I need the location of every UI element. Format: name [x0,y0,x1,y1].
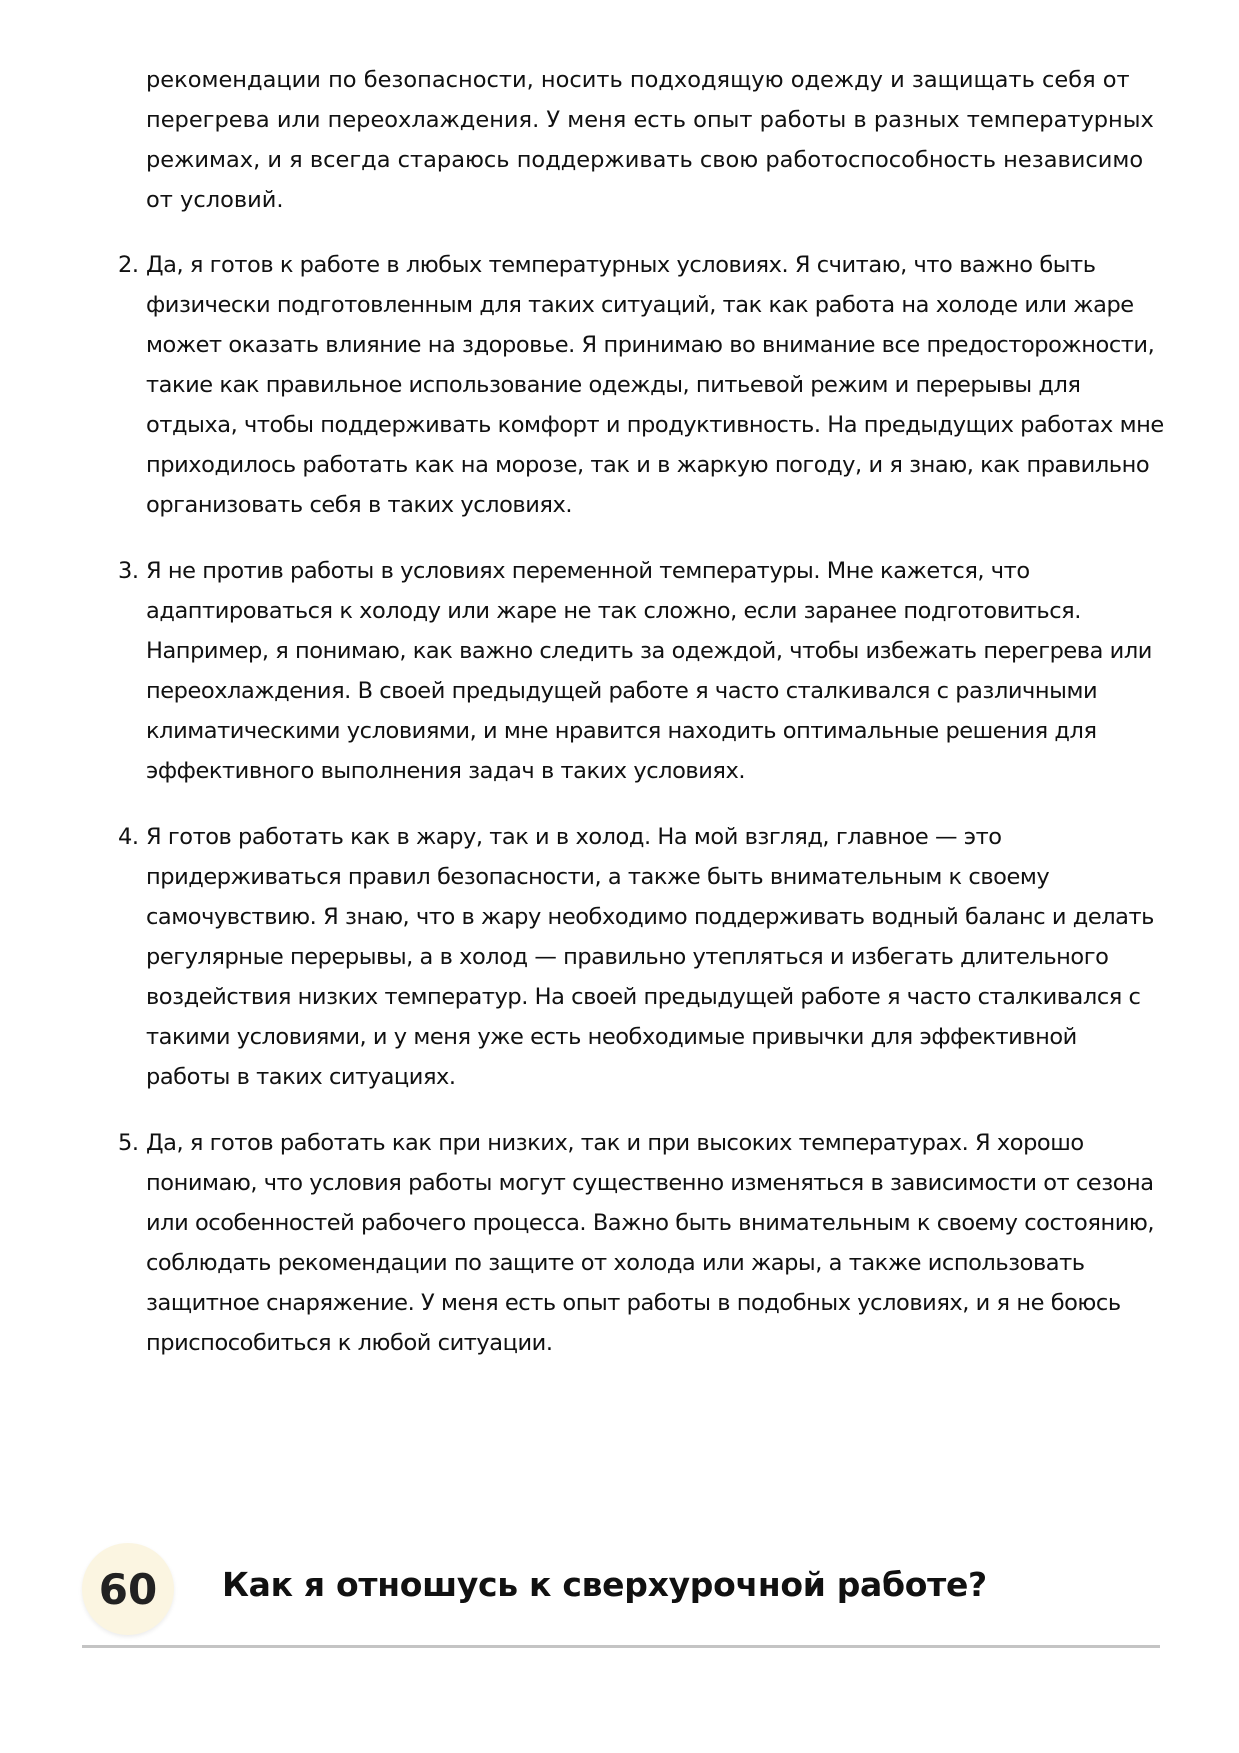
answer-list [118,245,1166,1389]
answer-continuation-text: рекомендации по безопасности, носить подходящую одежду и защищать себя от перегрева или переохлаждения. У меня есть опыт работы в разных температурных режимах, и я всегда стараюсь поддерживать свою работоспособность независимо от условий. [146,67,1154,213]
answer-text: Я не против работы в условиях переменной температуры. Мне кажется, что адаптироваться к холоду или жаре не так сложно, если заранее подготовиться. Например, я понимаю, как важно следить за одеждой, чтобы избежать перегрева или переохлаждения. В своей предыдущей работе я часто сталкивался с различными климатическими условиями, и мне нравится находить оптимальные решения для эффективного выполнения задач в таких условиях. [146,558,1152,784]
answer-text: Я готов работать как в жару, так и в холод. На мой взгляд, главное — это придерживаться правил безопасности, а также быть внимательным к своему самочувствию. Я знаю, что в жару необходимо поддерживать водный баланс и делать регулярные перерывы, а в холод — правильно утепляться и избегать длительного воздействия низких температур. На своей предыдущей работе я часто сталкивался с такими условиями, и у меня уже есть необходимые привычки для эффективной работы в таких ситуациях. [146,824,1154,1090]
answer-number: 5. [118,1130,139,1156]
answer-item-5 [118,1123,1166,1363]
answer-number: 4. [118,824,139,850]
answer-text: Да, я готов работать как при низких, так и при высоких температурах. Я хорошо понимаю, что условия работы могут существенно изменяться в зависимости от сезона или особенностей рабочего процесса. Важно быть внимательным к своему состоянию, соблюдать рекомендации по защите от холода или жары, а также использовать защитное снаряжение. У меня есть опыт работы в подобных условиях, и я не боюсь приспособиться к любой ситуации. [146,1130,1155,1356]
answer-item-2 [118,245,1166,525]
answer-number: 3. [118,558,139,584]
answer-item-3 [118,551,1166,791]
answer-item-4 [118,817,1166,1097]
question-number-badge: 60 [82,1543,174,1635]
answer-number: 2. [118,252,139,278]
question-title: Как я отношусь к сверхурочной работе? [222,1565,987,1604]
question-header [82,1535,1160,1648]
answer-text: Да, я готов к работе в любых температурных условиях. Я считаю, что важно быть физически подготовленным для таких ситуаций, так как работа на холоде или жаре может оказать влияние на здоровье. Я принимаю во внимание все предосторожности, такие как правильное использование одежды, питьевой режим и перерывы для отдыха, чтобы поддерживать комфорт и продуктивность. На предыдущих работах мне приходилось работать как на морозе, так и в жаркую погоду, и я знаю, как правильно организовать себя в таких условиях. [146,252,1164,518]
